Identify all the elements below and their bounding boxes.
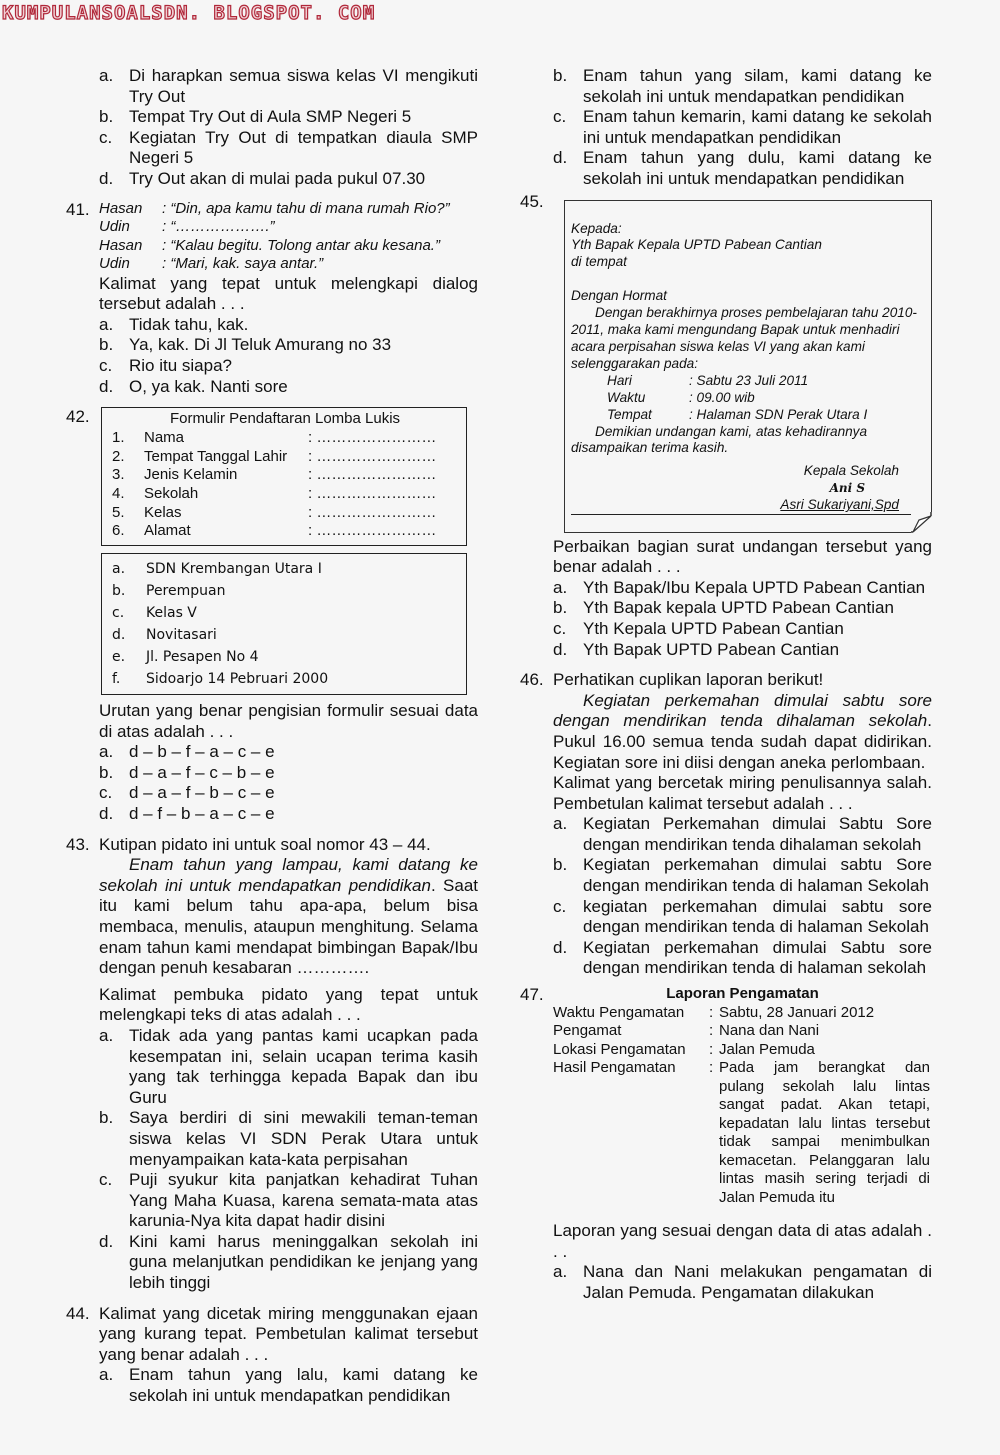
question-41	[66, 200, 478, 398]
report-row: Lokasi Pengamatan : Jalan Pemuda	[553, 1040, 815, 1058]
option: d. d – f – b – a – c – e	[99, 804, 275, 824]
question-intro: Kutipan pidato ini untuk soal nomor 43 – 44.	[99, 834, 431, 854]
form-row: 1. Nama : ……………………	[112, 428, 437, 446]
question-prompt: Kalimat yang bercetak miring penulisannya salah. Pembetulan kalimat tersebut adalah . . .	[553, 773, 932, 813]
q44-options-continued	[520, 66, 932, 190]
letter-place: di tempat	[571, 254, 627, 270]
option: a. Yth Bapak/Ibu Kepala UPTD Pabean Cantian	[553, 577, 926, 597]
option: a. Enam tahun yang lalu, kami datang ke sekolah ini untuk mendapatkan pendidikan	[99, 1365, 478, 1406]
form-row: 2. Tempat Tanggal Lahir : ……………………	[112, 447, 437, 465]
letter-recipient: Yth Bapak Kepala UPTD Pabean Cantian	[571, 237, 822, 253]
question-45	[520, 191, 932, 661]
right-column	[520, 66, 932, 1303]
data-row: c. Kelas V	[112, 605, 197, 622]
q40-options	[66, 66, 478, 190]
option: a. Di harapkan semua siswa kelas VI mengikuti Try Out	[99, 66, 478, 106]
question-number: 41.	[66, 199, 90, 219]
option: d. Kegiatan perkemahan dimulai Sabtu sore dengan mendirikan tenda di halaman sekolah	[553, 937, 932, 978]
option: c. kegiatan perkemahan dimulai sabtu sore dengan mendirikan tenda di halaman Sekolah	[553, 896, 932, 937]
option: c. Rio itu siapa?	[99, 355, 233, 375]
option: c. Yth Kepala UPTD Pabean Cantian	[553, 618, 844, 638]
report-title: Laporan Pengamatan	[666, 985, 819, 1003]
question-number: 45.	[520, 191, 544, 211]
report-row: Pengamat : Nana dan Nani	[553, 1022, 820, 1040]
observation-report	[553, 985, 932, 1207]
answer-data-box	[101, 553, 467, 695]
option: c. Puji syukur kita panjatkan kehadirat Tuhan Yang Maha Kuasa, karena semata-mata atas karunia-Nya kita dapat hadir disini	[99, 1170, 478, 1231]
question-intro: Perhatikan cuplikan laporan berikut!	[553, 670, 824, 690]
question-number: 43.	[66, 834, 90, 854]
question-number: 47.	[520, 985, 544, 1005]
question-number: 44.	[66, 1303, 90, 1323]
option: c. Enam tahun kemarin, kami datang ke sekolah ini untuk mendapatkan pendidikan	[553, 107, 932, 147]
site-watermark: KUMPULANSOALSDN. BLOGSPOT. COM	[2, 2, 376, 24]
q45-body	[520, 537, 932, 661]
option: b. d – a – f – c – b – e	[99, 762, 275, 782]
question-number: 42.	[66, 407, 90, 427]
question-prompt: Kalimat yang tepat untuk melengkapi dialog tersebut adalah . . .	[99, 273, 478, 314]
invitation-letter	[564, 200, 932, 533]
question-44	[66, 1304, 478, 1407]
option: b. Tempat Try Out di Aula SMP Negeri 5	[99, 107, 412, 127]
question-prompt: Urutan yang benar pengisian formulir sesuai data di atas adalah . . .	[99, 701, 478, 741]
letter-to-label: Kepada:	[571, 220, 622, 236]
option: b. Ya, kak. Di Jl Teluk Amurang no 33	[99, 335, 392, 355]
option: d. Kini kami harus meninggalkan sekolah ini guna melanjutkan pendidikan ke jenjang yang lebih tinggi	[99, 1231, 478, 1293]
question-prompt: Kalimat pembuka pidato yang tepat untuk melengkapi teks di atas adalah . . .	[99, 984, 478, 1025]
option: d. Enam tahun yang dulu, kami datang ke sekolah ini untuk mendapatkan pendidikan	[553, 148, 932, 188]
dialog: Hasan : “Din, apa kamu tahu di mana rumah Rio?” Udin : “……………….” Hasan : “Kalau begitu. Tolong antar aku kesana.” Udin : “Mari, kak. saya antar.”	[99, 199, 450, 273]
option: b. Saya berdiri di sini mewakili teman-teman siswa kelas VI SDN Perak Utara untuk menyampaikan kata-kata perpisahan	[99, 1108, 478, 1169]
data-row: f. Sidoarjo 14 Pebruari 2000	[112, 671, 329, 688]
letter-closing: Demikian undangan kami, atas kehadirannya disampaikan terima kasih.	[571, 423, 868, 456]
option: a. Nana dan Nani melakukan pengamatan di Jalan Pemuda. Pengamatan dilakukan	[553, 1262, 932, 1302]
option: d. O, ya kak. Nanti sore	[99, 376, 288, 396]
question-prompt: Laporan yang sesuai dengan data di atas adalah . . .	[553, 1221, 932, 1261]
option: b. Enam tahun yang silam, kami datang ke sekolah ini untuk mendapatkan pendidikan	[553, 66, 932, 106]
registration-form-box	[101, 407, 467, 546]
option: b. Kegiatan perkemahan dimulai sabtu Sore dengan mendirikan tenda di halaman Sekolah	[553, 855, 932, 896]
option: c. d – a – f – b – c – e	[99, 783, 275, 803]
data-row: a. SDN Krembangan Utara I	[112, 561, 322, 578]
letter-position: Kepala Sekolah	[803, 463, 899, 479]
form-row: 3. Jenis Kelamin : ……………………	[112, 466, 437, 484]
data-row: b. Perempuan	[112, 583, 226, 600]
left-column	[66, 66, 478, 1407]
option: d. Try Out akan di mulai pada pukul 07.30	[99, 168, 426, 188]
speech-passage: Enam tahun yang lampau, kami datang ke sekolah ini untuk mendapatkan pendidikan. Saat itu kami belum tahu apa-apa, belum bisa membaca, menulis, ataupun menghitung. Selama enam tahun kami mendapat bimbingan Bapak/Ibu dengan penuh kesabaran ………….	[99, 855, 479, 978]
option: a. d – b – f – a – c – e	[99, 742, 275, 762]
letter-greeting: Dengan Hormat	[571, 288, 667, 304]
report-row: Hasil Pengamatan : Pada jam berangkat dan pulang sekolah lalu lintas sangat padat. Akan tetapi, kepadatan lalu lintas tersebut tidak sampai menimbulkan kemacetan. Pelanggaran lalu lintas masih sering terjadi di Jalan Pemuda itu	[553, 1059, 930, 1206]
letter-detail: Waktu : 09.00 wib	[607, 389, 755, 405]
option: b. Yth Bapak kepala UPTD Pabean Cantian	[553, 598, 894, 618]
data-row: d. Novitasari	[112, 627, 217, 644]
letter-detail: Hari : Sabtu 23 Juli 2011	[607, 372, 809, 388]
option: c. Kegiatan Try Out di tempatkan diaula SMP Negeri 5	[99, 127, 478, 168]
option: a. Tidak tahu, kak.	[99, 314, 249, 334]
option: a. Kegiatan Perkemahan dimulai Sabtu Sore dengan mendirikan tenda dihalaman sekolah	[553, 814, 932, 854]
question-prompt: Kalimat yang dicetak miring menggunakan ejaan yang kurang tepat. Pembetulan kalimat tersebut yang benar adalah . . .	[99, 1303, 478, 1364]
letter-detail: Tempat : Halaman SDN Perak Utara I	[607, 406, 868, 422]
form-title: Formulir Pendaftaran Lomba Lukis	[169, 410, 401, 428]
form-row: 5. Kelas : ……………………	[112, 503, 437, 521]
option: d. Yth Bapak UPTD Pabean Cantian	[553, 639, 840, 659]
form-row: 6. Alamat : ……………………	[112, 522, 437, 540]
question-46	[520, 670, 932, 979]
form-row: 4. Sekolah : ……………………	[112, 484, 437, 502]
page-curl-icon	[911, 512, 933, 534]
question-47	[520, 985, 932, 1303]
report-row: Waktu Pengamatan : Sabtu, 28 Januari 2012	[553, 1003, 875, 1021]
question-number: 46.	[520, 670, 544, 690]
data-row: e. Jl. Pesapen No 4	[112, 649, 259, 666]
question-42	[66, 407, 478, 824]
signature: Ani S	[829, 481, 865, 496]
question-43	[66, 835, 478, 1294]
option: a. Tidak ada yang pantas kami ucapkan pada kesempatan ini, selain ucapan terima kasih yang tak terhingga kepada Bapak dan ibu Guru	[99, 1025, 478, 1107]
report-passage: Kegiatan perkemahan dimulai sabtu sore dengan mendirikan tenda dihalaman sekolah. Pukul 16.00 semua tenda sudah dapat didirikan. Kegiatan sore ini diisi dengan aneka perlombaan.	[553, 690, 932, 772]
question-prompt: Perbaikan bagian surat undangan tersebut yang benar adalah . . .	[553, 536, 932, 577]
letter-body: Dengan berakhirnya proses pembelajaran tahu 2010-2011, maka kami mengundang Bapak untuk menhadiri acara perpisahan siswa kelas VI yang akan kami selenggarakan pada:	[571, 305, 917, 371]
letter-signer: Asri Sukariyani,Spd	[571, 497, 927, 515]
